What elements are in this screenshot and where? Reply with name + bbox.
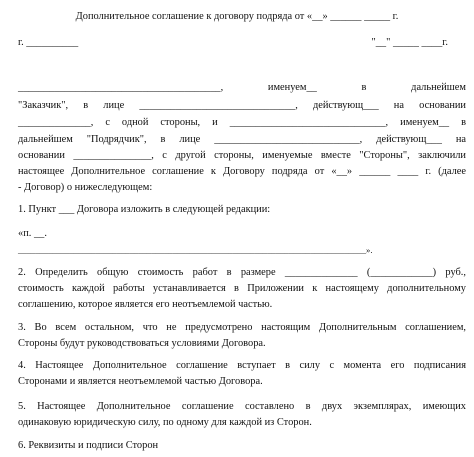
place-date: "__" _____ ____г.	[371, 37, 448, 48]
clause-1-quote-end: _________________________________________________________________________________».	[18, 245, 373, 255]
document-title: Дополнительное соглашение к договору подряда от «__» ______ _____ г.	[75, 11, 399, 22]
preamble-line: основании _______________, с другой стороны, именуемые вместе "Стороны", заключили	[18, 150, 466, 161]
preamble-line: дальнейшем "Подрядчик", в лице ____________________________, действующ___ на	[18, 134, 466, 145]
clause-1-quote-start: «п. __.	[18, 228, 47, 239]
clause-2-line: стоимость каждой работы устанавливается в Приложении к настоящему дополнительному	[18, 283, 466, 294]
clause-2-line: соглашению, которое является его неотъемлемой частью.	[18, 299, 273, 310]
preamble-line: - Договор) о нижеследующем:	[18, 182, 153, 193]
clause-4-line: Сторонами и является неотъемлемой частью Договора.	[18, 376, 263, 387]
clause-5-line: одинаковую юридическую силу, по одному для каждой из Сторон.	[18, 417, 312, 428]
clause-2-line: 2. Определить общую стоимость работ в размере ______________ (____________) руб.,	[18, 267, 466, 278]
clause-6: 6. Реквизиты и подписи Сторон	[18, 440, 159, 451]
preamble-line: настоящее Дополнительное соглашение к Договору подряда от «__» ______ ____ г. (далее	[18, 166, 466, 177]
preamble-line: _______________________________________, именуем__ в дальнейшем	[18, 82, 466, 93]
place-city: г. __________	[18, 37, 79, 48]
clause-3-line: 3. Во всем остальном, что не предусмотрено настоящим Дополнительным соглашением,	[18, 322, 466, 333]
clause-5-line: 5. Настоящее Дополнительное соглашение составлено в двух экземплярах, имеющих	[18, 401, 466, 412]
preamble-line: ______________, с одной стороны, и ______________________________, именуем__ в	[18, 117, 466, 128]
clause-1: 1. Пункт ___ Договора изложить в следующей редакции:	[18, 204, 271, 215]
clause-4-line: 4. Настоящее Дополнительное соглашение вступает в силу с момента его подписания	[18, 360, 466, 371]
preamble-line: "Заказчик", в лице ______________________________, действующ___ на основании	[18, 100, 466, 111]
clause-3-line: Стороны будут руководствоваться условиями Договора.	[18, 338, 266, 349]
